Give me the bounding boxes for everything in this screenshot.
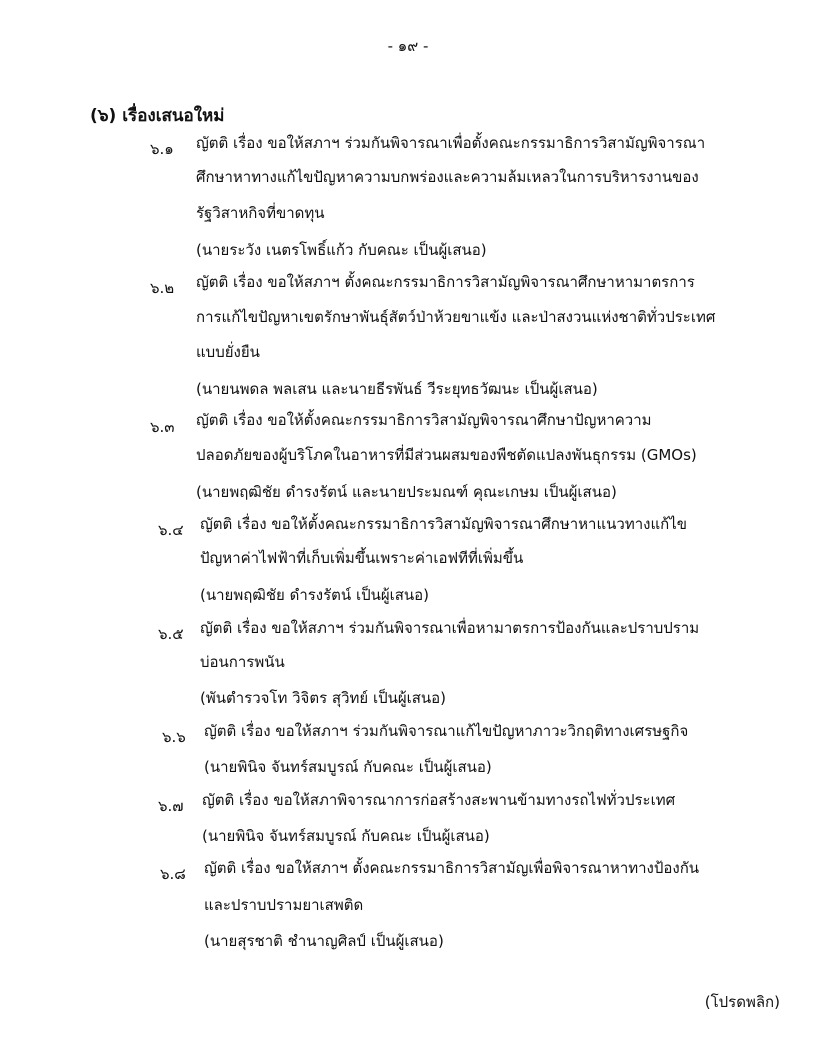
item-proposer: (นายพินิจ จันทร์สมบูรณ์ กับคณะ เป็นผู้เสนอ) — [204, 758, 492, 776]
item-text-line: รัฐวิสาหกิจที่ขาดทุน — [196, 204, 325, 222]
item-text-line: และปราบปรามยาเสพติด — [204, 896, 364, 914]
item-proposer: (นายสุรชาติ ชำนาญศิลป์ เป็นผู้เสนอ) — [204, 932, 444, 950]
item-number: ๖.๖ — [162, 728, 186, 746]
item-text-line: ญัตติ เรื่อง ขอให้สภาฯ ร่วมกันพิจารณาเพื่อหามาตรการป้องกันและปราบปราม — [200, 619, 700, 637]
item-number: ๖.๕ — [158, 625, 184, 643]
item-proposer: (นายพฤฒิชัย ดำรงรัตน์ และนายประมณฑ์ คุณะเกษม เป็นผู้เสนอ) — [196, 483, 617, 501]
page-number: - ๑๙ - — [387, 37, 429, 55]
item-text-line: ศึกษาหาทางแก้ไขปัญหาความบกพร่องและความล้มเหลวในการบริหารงานของ — [196, 168, 699, 186]
item-text-line: ญัตติ เรื่อง ขอให้สภาพิจารณาการก่อสร้างสะพานข้ามทางรถไฟทั่วประเทศ — [202, 791, 676, 809]
item-proposer: (นายพินิจ จันทร์สมบูรณ์ กับคณะ เป็นผู้เสนอ) — [202, 827, 490, 845]
item-number: ๖.๔ — [158, 521, 184, 539]
item-text-line: ญัตติ เรื่อง ขอให้สภาฯ ร่วมกันพิจารณาเพื่อตั้งคณะกรรมาธิการวิสามัญพิจารณา — [196, 134, 706, 152]
item-number: ๖.๓ — [150, 418, 175, 436]
item-number: ๖.๘ — [160, 865, 186, 883]
item-text-line: ญัตติ เรื่อง ขอให้ตั้งคณะกรรมาธิการวิสามัญพิจารณาศึกษาหาแนวทางแก้ไข — [200, 515, 688, 533]
item-number: ๖.๒ — [150, 279, 175, 297]
item-proposer: (นายระวัง เนตรโพธิ์แก้ว กับคณะ เป็นผู้เสนอ) — [196, 241, 487, 259]
item-proposer: (นายพฤฒิชัย ดำรงรัตน์ เป็นผู้เสนอ) — [200, 586, 430, 604]
item-number: ๖.๑ — [150, 140, 174, 158]
item-text-line: บ่อนการพนัน — [200, 653, 285, 671]
item-proposer: (พันตำรวจโท วิจิตร สุวิทย์ เป็นผู้เสนอ) — [200, 689, 447, 707]
item-text-line: ปลอดภัยของผู้บริโภคในอาหารที่มีส่วนผสมของพืชตัดแปลงพันธุกรรม (GMOs) — [196, 446, 697, 464]
item-text-line: ญัตติ เรื่อง ขอให้สภาฯ ตั้งคณะกรรมาธิการวิสามัญเพื่อพิจารณาหาทางป้องกัน — [204, 859, 700, 877]
item-text-line: แบบยั่งยืน — [196, 343, 260, 361]
section-heading: (๖) เรื่องเสนอใหม่ — [90, 106, 225, 126]
item-text-line: ปัญหาค่าไฟฟ้าที่เก็บเพิ่มขึ้นเพราะค่าเอฟทีที่เพิ่มขึ้น — [200, 549, 524, 567]
item-text-line: ญัตติ เรื่อง ขอให้ตั้งคณะกรรมาธิการวิสามัญพิจารณาศึกษาปัญหาความ — [196, 411, 652, 429]
item-text-line: การแก้ไขปัญหาเขตรักษาพันธุ์สัตว์ป่าห้วยขาแข้ง และป่าสงวนแห่งชาติทั่วประเทศ — [196, 308, 716, 326]
item-number: ๖.๗ — [158, 797, 184, 815]
please-turn-over-note: (โปรดพลิก) — [704, 993, 780, 1011]
item-text-line: ญัตติ เรื่อง ขอให้สภาฯ ร่วมกันพิจารณาแก้ไขปัญหาภาวะวิกฤติทางเศรษฐกิจ — [204, 722, 689, 740]
item-text-line: ญัตติ เรื่อง ขอให้สภาฯ ตั้งคณะกรรมาธิการวิสามัญพิจารณาศึกษาหามาตรการ — [196, 273, 695, 291]
item-proposer: (นายนพดล พลเสน และนายธีรพันธ์ วีระยุทธวัฒนะ เป็นผู้เสนอ) — [196, 380, 598, 398]
